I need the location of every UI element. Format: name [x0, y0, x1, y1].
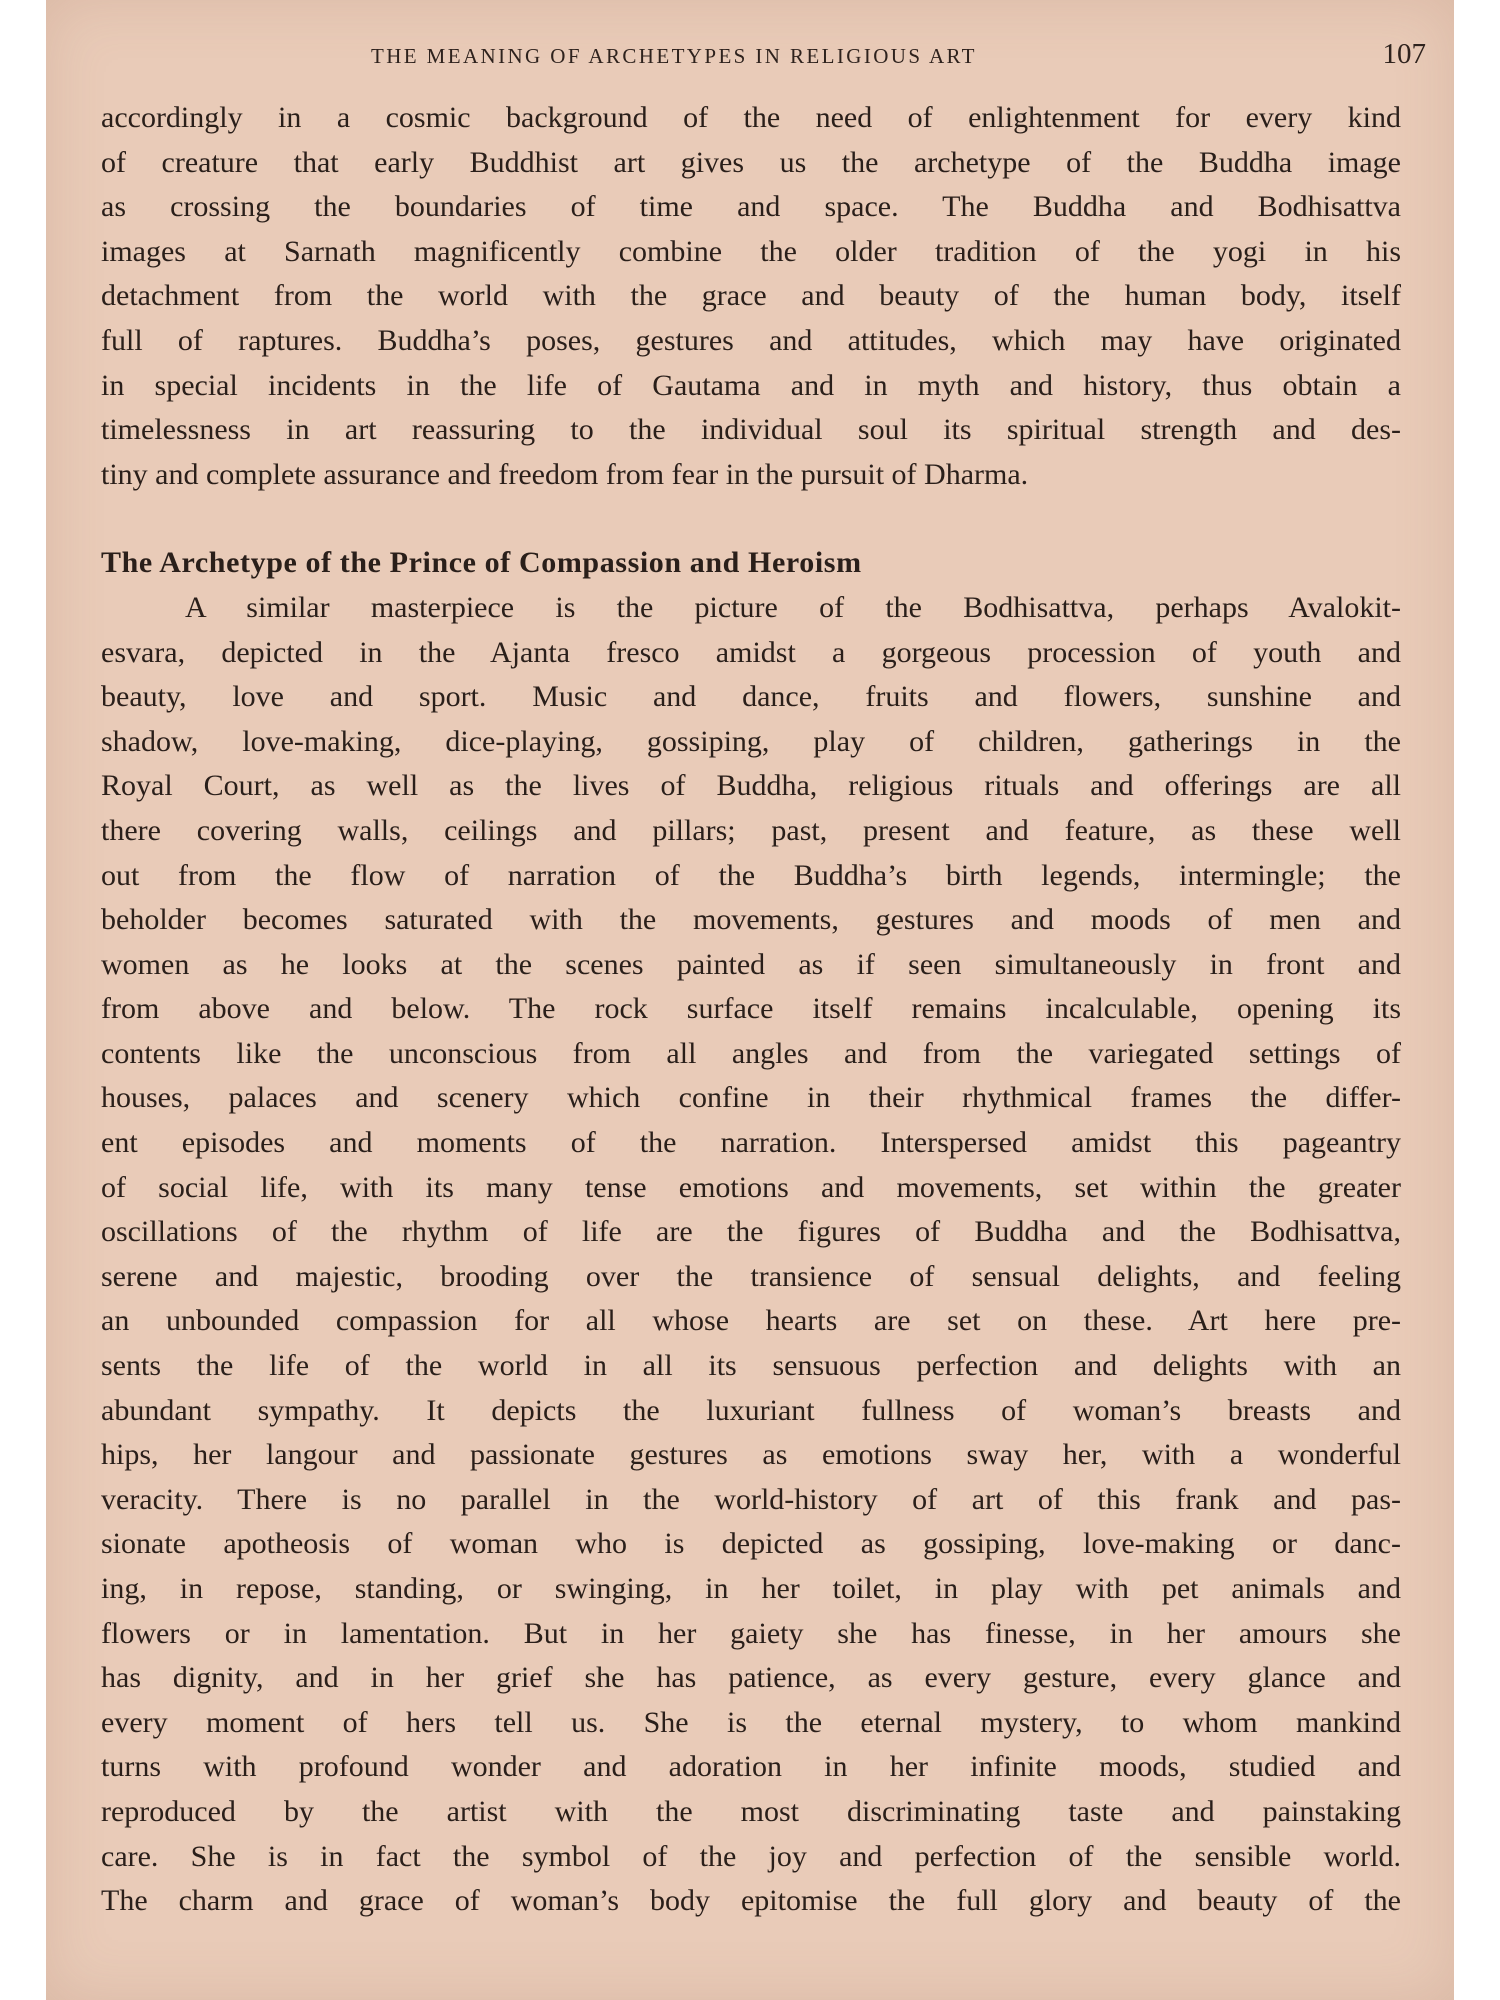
text-line: every moment of hers tell us. She is the eternal mystery, to whom mankind — [101, 1705, 1401, 1739]
page-number: 107 — [1382, 38, 1426, 70]
text-line: sents the life of the world in all its sensuous perfection and delights with an — [101, 1349, 1401, 1383]
paragraph-gap — [101, 497, 1401, 541]
text-line: beholder becomes saturated with the movements, gestures and moods of men and — [101, 903, 1401, 937]
text-line: of social life, with its many tense emotions and movements, set within the greater — [101, 1170, 1401, 1204]
text-line: out from the flow of narration of the Buddha’s birth legends, intermingle; the — [101, 858, 1401, 892]
text-line: ing, in repose, standing, or swinging, in her toilet, in play with pet animals and — [101, 1572, 1401, 1605]
text-line: turns with profound wonder and adoration in her infinite moods, studied and — [101, 1750, 1401, 1784]
text-line: from above and below. The rock surface itself remains incalculable, opening its — [101, 992, 1401, 1026]
text-line: timelessness in art reassuring to the individual soul its spiritual strength and des- — [101, 413, 1401, 447]
text-line: there covering walls, ceilings and pillars; past, present and feature, as these well — [101, 813, 1401, 847]
body-text — [101, 96, 1401, 1924]
running-title: THE MEANING OF ARCHETYPES IN RELIGIOUS ART — [371, 44, 977, 68]
text-line: in special incidents in the life of Gautama and in myth and history, thus obtain a — [101, 368, 1401, 402]
text-line: esvara, depicted in the Ajanta fresco amidst a gorgeous procession of youth and — [101, 635, 1401, 669]
text-line: houses, palaces and scenery which confine in their rhythmical frames the differ- — [101, 1081, 1401, 1115]
page-header — [46, 38, 1454, 78]
text-line: has dignity, and in her grief she has patience, as every gesture, every glance and — [101, 1661, 1401, 1695]
book-page — [46, 0, 1454, 2000]
text-line: full of raptures. Buddha’s poses, gestures and attitudes, which may have originated — [101, 323, 1401, 357]
paragraph-1 — [101, 96, 1401, 497]
text-line: beauty, love and sport. Music and dance, fruits and flowers, sunshine and — [101, 680, 1401, 714]
text-line: veracity. There is no parallel in the world-history of art of this frank and pas- — [101, 1482, 1401, 1516]
paragraph-2 — [101, 586, 1401, 1924]
text-line: detachment from the world with the grace and beauty of the human body, itself — [101, 279, 1401, 313]
text-line: care. She is in fact the symbol of the joy and perfection of the sensible world. — [101, 1839, 1401, 1873]
text-line: A similar masterpiece is the picture of the Bodhisattva, perhaps Avalokit- — [185, 590, 1401, 624]
text-line: serene and majestic, brooding over the transience of sensual delights, and feeling — [101, 1259, 1401, 1293]
text-line: tiny and complete assurance and freedom from fear in the pursuit of Dharma. — [101, 457, 1029, 491]
text-line: shadow, love-making, dice-playing, gossiping, play of children, gatherings in the — [101, 724, 1401, 758]
text-line: contents like the unconscious from all angles and from the variegated settings of — [101, 1036, 1401, 1070]
text-line: women as he looks at the scenes painted as if seen simultaneously in front and — [101, 947, 1401, 981]
text-line: an unbounded compassion for all whose hearts are set on these. Art here pre- — [101, 1304, 1401, 1338]
text-line: flowers or in lamentation. But in her gaiety she has finesse, in her amours she — [101, 1616, 1401, 1650]
text-line: ent episodes and moments of the narration. Interspersed amidst this pageantry — [101, 1126, 1401, 1160]
text-line: accordingly in a cosmic background of the need of enlightenment for every kind — [101, 101, 1401, 134]
text-line: abundant sympathy. It depicts the luxuriant fullness of woman’s breasts and — [101, 1393, 1401, 1427]
text-line: Royal Court, as well as the lives of Buddha, religious rituals and offerings are all — [101, 769, 1401, 803]
text-line: reproduced by the artist with the most discriminating taste and painstaking — [101, 1794, 1401, 1828]
text-line: of creature that early Buddhist art gives us the archetype of the Buddha image — [101, 145, 1401, 179]
text-line: hips, her langour and passionate gestures as emotions sway her, with a wonderful — [101, 1438, 1401, 1472]
text-line: The charm and grace of woman’s body epitomise the full glory and beauty of the — [101, 1884, 1401, 1918]
section-heading: The Archetype of the Prince of Compassion and Heroism — [101, 546, 862, 580]
text-line: sionate apotheosis of woman who is depicted as gossiping, love-making or danc- — [101, 1527, 1401, 1561]
text-line: as crossing the boundaries of time and space. The Buddha and Bodhisattva — [101, 190, 1401, 224]
text-line: images at Sarnath magnificently combine the older tradition of the yogi in his — [101, 234, 1401, 268]
text-line: oscillations of the rhythm of life are the figures of Buddha and the Bodhisattva, — [101, 1215, 1401, 1249]
